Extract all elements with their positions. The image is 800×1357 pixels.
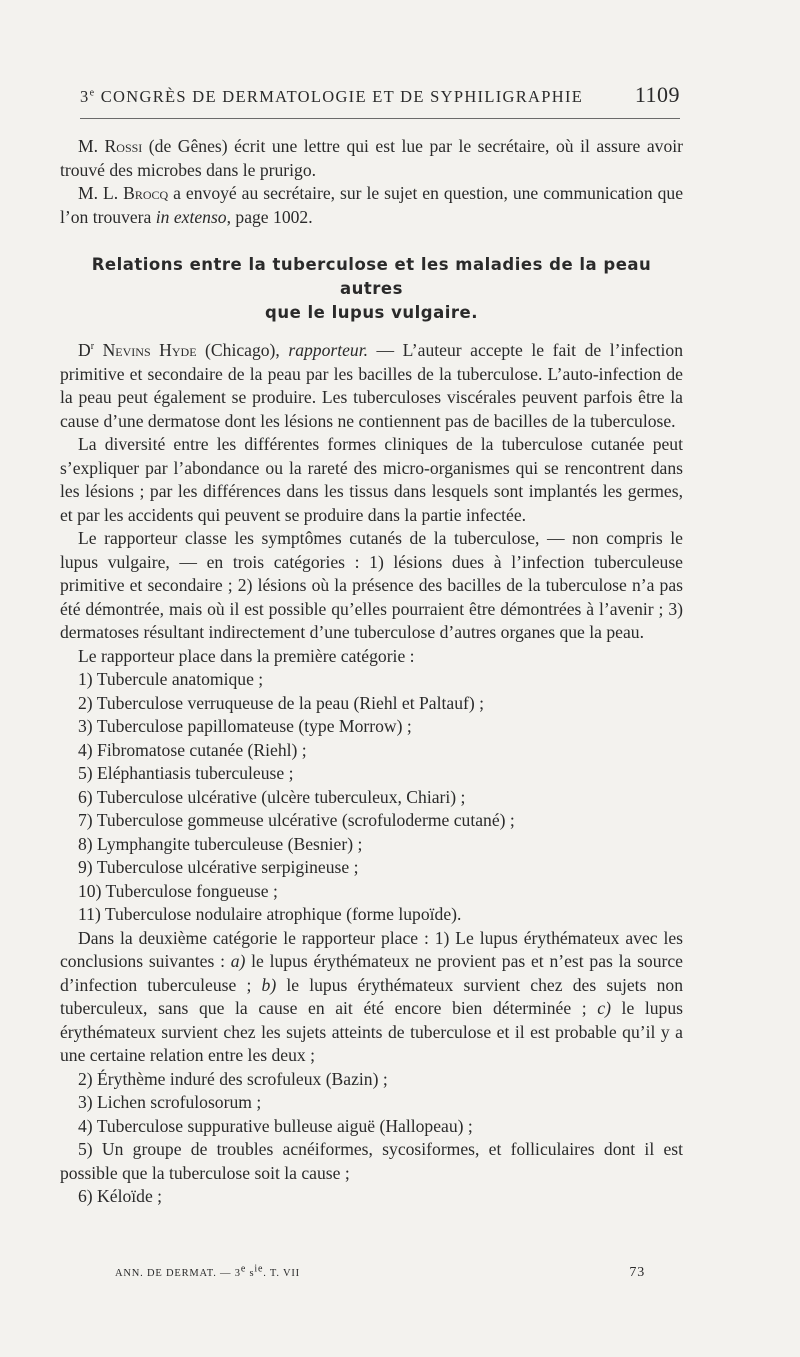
section-heading-line2: que le lupus vulgaire. <box>265 303 478 322</box>
paragraph-diversity: La diversité entre les différentes formes cliniques de la tuberculose cutanée peut s’expliquer par l’abondance ou la rareté des micro-organismes qui se rencontrent dans les lésions ; par les différences dans les tissus dans lesquels sont implantés les germes, et par les accidents qui peuvent se produire dans la partie infectée. <box>60 434 683 525</box>
list-item: 5) Eléphantiasis tuberculeuse ; <box>78 763 294 783</box>
list-first-category <box>60 668 683 927</box>
list-item: 6) Tuberculose ulcérative (ulcère tuberculeux, Chiari) ; <box>78 786 466 807</box>
signature-mark: 73 <box>629 1265 645 1280</box>
running-head <box>80 82 680 108</box>
section-heading <box>60 253 683 325</box>
list-item: 4) Fibromatose cutanée (Riehl) ; <box>78 739 307 760</box>
page-footer <box>115 1265 645 1281</box>
footer-journal <box>115 1263 300 1279</box>
list-item: 1) Tubercule anatomique ; <box>78 669 264 689</box>
footer-journal-text: ANN. DE DERMAT. — 3 <box>115 1268 241 1279</box>
ordinal-sup: e <box>89 87 96 99</box>
paragraph-text: a envoyé au secrétaire, sur le sujet en question, une communication que l’on trouvera <box>60 183 683 227</box>
paragraph-text: le lupus érythémateux ne provient pas et n’est pas la source d’infection tuberculeuse ; <box>60 951 683 995</box>
enum-b: b) <box>261 974 277 995</box>
paragraph-brocq <box>60 182 683 229</box>
list-item: 10) Tuberculose fongueuse ; <box>78 880 278 901</box>
list-item: 4) Tuberculose suppurative bulleuse aiguë (Hallopeau) ; <box>78 1115 473 1136</box>
list-item: 9) Tuberculose ulcérative serpigineuse ; <box>78 857 359 877</box>
paragraph-classification: Le rapporteur classe les symptômes cutanés de la tuberculose, — non compris le lupus vulgaire, — en trois catégories : 1) lésions dues à l’infection tuberculeuse primitive et secondaire ; 2) lésions où la présence des bacilles de la tuberculose n’a pas été démontrée, mais où il est possible qu’elles pourraient être démontrées à l’avenir ; 3) dermatoses résultant indirectement d’une tuberculose d’autres organes que la peau. <box>60 528 683 642</box>
speaker-name: Nevins Hyde <box>94 340 197 360</box>
speaker-role: rapporteur. <box>288 340 369 360</box>
paragraph-text: — L’auteur accepte le fait de l’infection primitive et secondaire de la peau par les bacilles de la tuberculose. L’auto-infection de la peau peut également se produire. Les tuberculoses viscérales peuvent parfois être la cause d’une dermatose dont les lésions ne contiennent pas de bacilles de la tuberculose. <box>60 340 684 431</box>
speaker-place: (Chicago), <box>196 340 289 360</box>
list-item: 2) Tuberculose verruqueuse de la peau (Riehl et Paltauf) ; <box>78 692 485 713</box>
enum-a: a) <box>230 951 246 971</box>
body-text <box>60 135 683 1209</box>
speaker-name: M. Rossi <box>78 136 143 156</box>
paragraph-hyde <box>60 339 683 433</box>
footer-sup: e <box>240 1263 247 1275</box>
paragraph-text: (de Gênes) écrit une lettre qui est lue par le secrétaire, où il assure avoir trouvé des microbes dans le prurigo. <box>60 136 683 180</box>
list-item: 8) Lymphangite tuberculeuse (Besnier) ; <box>78 833 363 854</box>
footer-series: s <box>246 1268 255 1279</box>
running-head-title <box>80 87 583 107</box>
page-number: 1109 <box>634 82 680 107</box>
paragraph-rossi <box>60 135 683 182</box>
list-item: 6) Kéloïde ; <box>78 1186 163 1206</box>
ordinal: 3 <box>80 87 90 106</box>
paragraph-text: le lupus érythémateux survient chez les sujets atteints de tuberculose et il est probable qu’il y a une certaine relation entre les deux ; <box>60 998 683 1065</box>
list-item: 7) Tuberculose gommeuse ulcérative (scrofuloderme cutané) ; <box>78 810 515 830</box>
speaker-name: M. L. Brocq <box>78 183 169 203</box>
footer-sup: ie <box>254 1263 264 1275</box>
paragraph-second-category <box>60 927 683 1068</box>
paragraph-text: Dans la deuxième catégorie le rapporteur place : 1) Le lupus érythémateux avec les conclusions suivantes : <box>60 927 683 971</box>
list-item: 3) Tuberculose papillomateuse (type Morrow) ; <box>78 716 412 736</box>
paragraph-first-category: Le rapporteur place dans la première catégorie : <box>78 645 415 666</box>
list-second-category <box>60 1068 683 1209</box>
journal-title: CONGRÈS DE DERMATOLOGIE ET DE SYPHILIGRAPHIE <box>100 87 584 106</box>
title-abbrev: D <box>78 340 91 360</box>
title-abbrev-sup: r <box>90 341 95 353</box>
italic-text: in extenso <box>155 206 227 227</box>
enum-c: c) <box>597 998 611 1018</box>
paragraph-text: le lupus érythémateux survient chez des sujets non tuberculeux, sans que la cause en ait été encore bien déterminée ; <box>60 974 683 1018</box>
list-item: 2) Érythème induré des scrofuleux (Bazin) ; <box>78 1068 388 1089</box>
paragraph-text: , page 1002. <box>226 206 313 227</box>
footer-tome: . T. VII <box>263 1268 300 1279</box>
list-item: 11) Tuberculose nodulaire atrophique (forme lupoïde). <box>78 904 462 924</box>
list-item: 5) Un groupe de troubles acnéiformes, sycosiformes, et folliculaires dont il est possible que la tuberculose soit la cause ; <box>60 1139 683 1183</box>
header-rule <box>80 118 680 119</box>
list-item: 3) Lichen scrofulosorum ; <box>78 1092 262 1112</box>
section-heading-line1: Relations entre la tuberculose et les maladies de la peau autres <box>91 255 652 298</box>
